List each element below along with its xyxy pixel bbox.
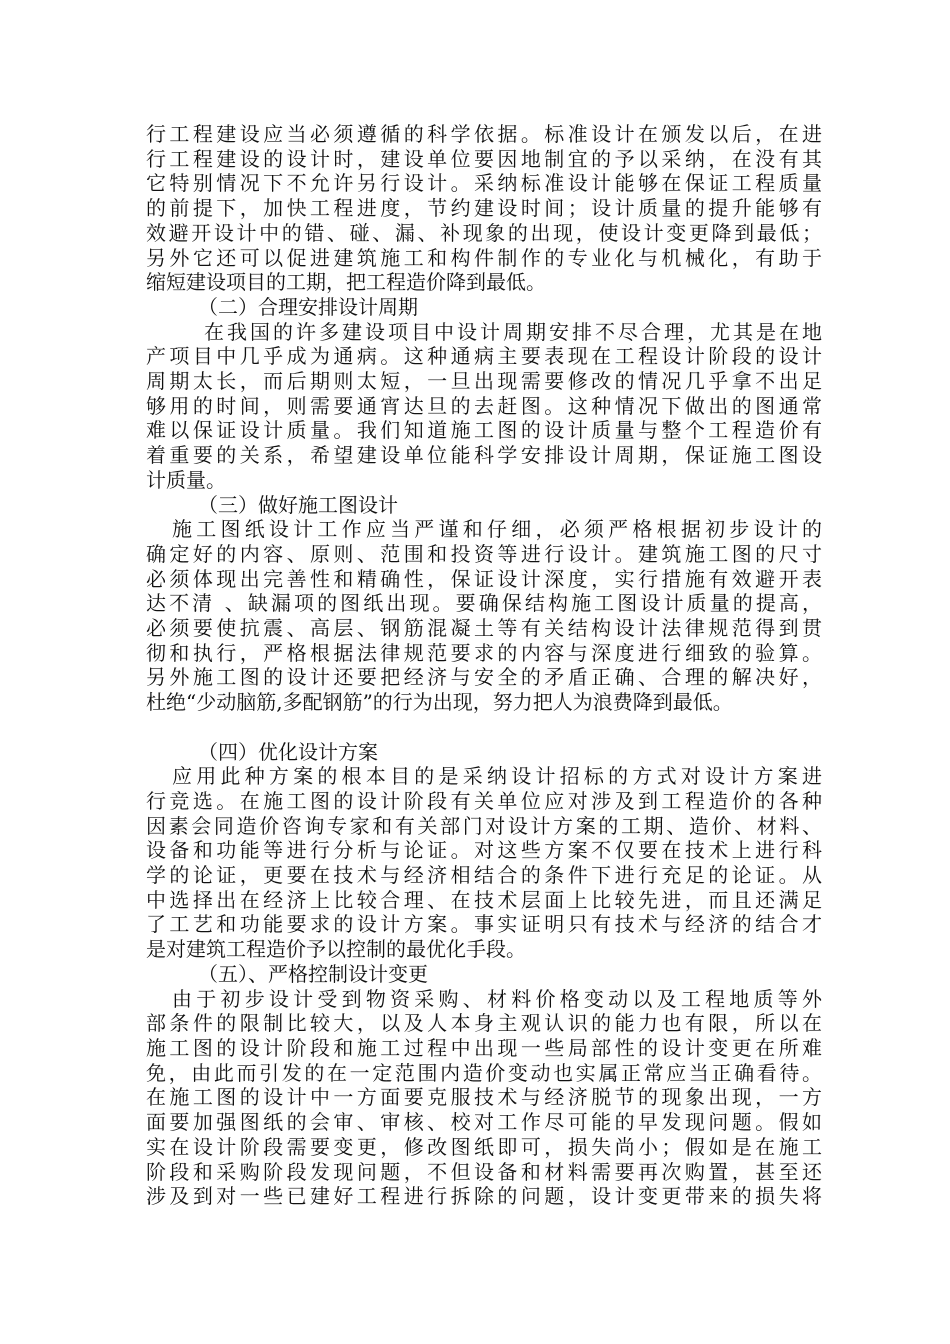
paragraph-line: 杜绝“少动脑筋,多配钢筋”的行为出现，努力把人为浪费降到最低。 [146,690,733,715]
section-heading: （四）优化设计方案 [198,739,378,764]
paragraph-line: 实在设计阶段需要变更，修改图纸即可，损失尚小；假如是在施工 [146,1134,822,1159]
paragraph-line: 周期太长，而后期则太短，一旦出现需要修改的情况几乎拿不出足 [146,369,822,394]
paragraph-line: 行工程建设应当必须遵循的科学依据。标准设计在颁发以后，在进 [146,122,822,146]
paragraph-line: 难以保证设计质量。我们知道施工图的设计质量与整个工程造价有 [146,418,822,443]
paragraph-line: 彻和执行，严格根据法律规范要求的内容与深度进行细致的验算。 [146,640,822,665]
paragraph-line: 由于初步设计受到物资采购、材料价格变动以及工程地质等外 [172,986,822,1011]
section-heading: （三）做好施工图设计 [198,492,398,517]
paragraph-line: 必须体现出完善性和精确性，保证设计深度，实行措施有效避开表 [146,566,822,591]
paragraph-line: 施工图的设计阶段和施工过程中出现一些局部性的设计变更在所难 [146,1036,822,1060]
paragraph-line: 学的论证，更要在技术与经济相结合的条件下进行充足的论证。从 [146,863,822,888]
paragraph-line: 在我国的许多建设项目中设计周期安排不尽合理，尤其是在地 [204,319,822,344]
paragraph-line: 免，由此而引发的在一定范围内造价变动也实属正常应当正确看待。 [146,1060,822,1085]
paragraph-line: 达不清 、缺漏项的图纸出现。要确保结构施工图设计质量的提高， [146,591,822,616]
paragraph-line: 的前提下，加快工程进度，节约建设时间；设计质量的提升能够有 [146,196,822,221]
paragraph-line: 产项目中几乎成为通病。这种通病主要表现在工程设计阶段的设计 [146,344,822,369]
paragraph-line: 缩短建设项目的工期，把工程造价降到最低。 [146,270,546,295]
paragraph-line: 效避开设计中的错、碰、漏、补现象的出现，使设计变更降到最低； [146,220,822,245]
paragraph-line: 应用此种方案的根本目的是采纳设计招标的方式对设计方案进 [172,764,822,789]
section-heading: （二）合理安排设计周期 [198,294,418,319]
paragraph-line: 阶段和采购阶段发现问题，不但设备和材料需要再次购置，甚至还 [146,1159,822,1184]
paragraph-line: 另外施工图的设计还要把经济与安全的矛盾正确、合理的解决好， [146,665,822,690]
body-text [146,122,822,1209]
paragraph-line: 它特别情况下不允许另行设计。采纳标准设计能够在保证工程质量 [146,171,822,196]
paragraph-line: 另外它还可以促进建筑施工和构件制作的专业化与机械化，有助于 [146,245,822,270]
paragraph-line: 涉及到对一些已建好工程进行拆除的问题，设计变更带来的损失将 [146,1184,822,1209]
paragraph-line: 在施工图的设计中一方面要克服技术与经济脱节的现象出现，一方 [146,1085,822,1110]
paragraph-line: 中选择出在经济上比较合理、在技术层面上比较先进，而且还满足 [146,887,822,912]
blank-line [146,715,822,740]
paragraph-line: 计质量。 [146,467,226,492]
paragraph-line: 是对建筑工程造价予以控制的最优化手段。 [146,937,526,962]
paragraph-line: 部条件的限制比较大，以及人本身主观认识的能力也有限，所以在 [146,1011,822,1036]
paragraph-line: 设备和功能等进行分析与论证。对这些方案不仅要在技术上进行科 [146,838,822,863]
paragraph-line: 了工艺和功能要求的设计方案。事实证明只有技术与经济的结合才 [146,912,822,937]
paragraph-line: 因素会同造价咨询专家和有关部门对设计方案的工期、造价、材料、 [146,813,822,838]
paragraph-line: 必须要使抗震、高层、钢筋混凝土等有关结构设计法律规范得到贯 [146,616,822,641]
paragraph-line: 施工图纸设计工作应当严谨和仔细，必须严格根据初步设计的 [172,517,822,542]
section-heading: （五）、严格控制设计变更 [198,961,428,986]
paragraph-line: 着重要的关系，希望建设单位能科学安排设计周期，保证施工图设 [146,443,822,468]
paragraph-line: 确定好的内容、原则、范围和投资等进行设计。建筑施工图的尺寸 [146,541,822,566]
paragraph-line: 面要加强图纸的会审、审核、校对工作尽可能的早发现问题。假如 [146,1110,822,1135]
paragraph-line: 够用的时间，则需要通宵达旦的去赶图。这种情况下做出的图通常 [146,393,822,418]
paragraph-line: 行工程建设的设计时，建设单位要因地制宜的予以采纳，在没有其 [146,146,822,171]
paragraph-line: 行竞选。在施工图的设计阶段有关单位应对涉及到工程造价的各种 [146,788,822,813]
